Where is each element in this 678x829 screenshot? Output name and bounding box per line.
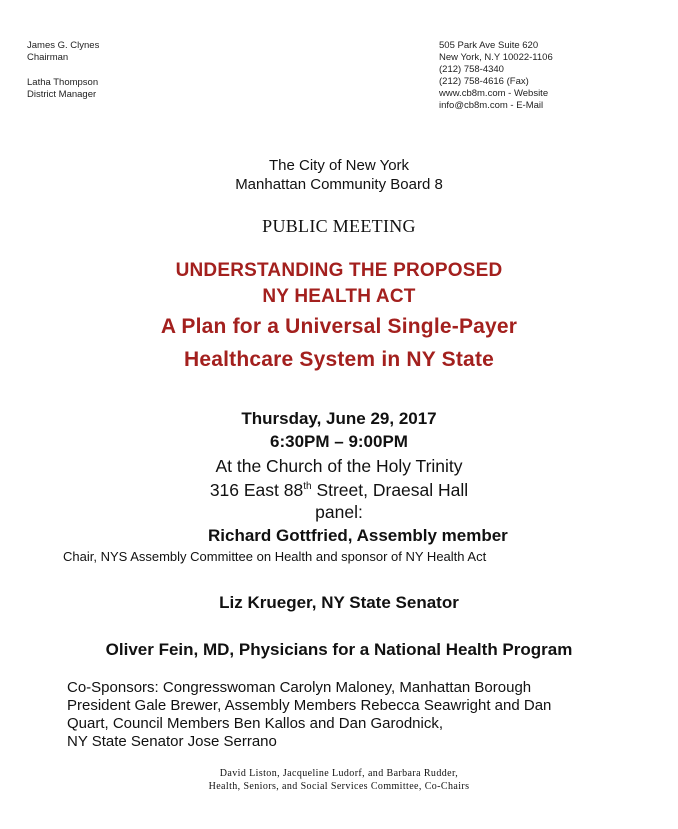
title-line-3: A Plan for a Universal Single-Payer [160, 315, 518, 338]
title-line-4: Healthcare System in NY State [183, 348, 495, 371]
venue: At the Church of the Holy Trinity [215, 456, 463, 476]
meeting-label: PUBLIC MEETING [262, 216, 416, 236]
address-ordinal: th [303, 481, 312, 493]
cosponsors [67, 679, 627, 751]
event-time: 6:30PM – 9:00PM [270, 432, 408, 451]
event-date: Thursday, June 29, 2017 [241, 409, 437, 428]
panelist-3 [0, 640, 678, 660]
committee-footer [0, 767, 678, 793]
title-line-2: NY HEALTH ACT [262, 286, 416, 307]
chair-name: James G. Clynes [27, 40, 100, 51]
panelist-1-note: Chair, NYS Assembly Committee on Health and sponsor of NY Health Act [63, 549, 487, 564]
org-line-2: Manhattan Community Board 8 [235, 176, 443, 193]
chair-title: Chairman [27, 52, 69, 63]
manager-title: District Manager [27, 89, 97, 100]
address-number: 316 East 88 [209, 480, 304, 500]
cosponsors-line-1: Co-Sponsors: Congresswoman Carolyn Maloney, Manhattan Borough [67, 679, 532, 696]
panelist-1 [208, 526, 508, 546]
letterhead-right [439, 40, 553, 112]
panelist-3-name: Oliver Fein, MD [105, 640, 230, 659]
website: www.cb8m.com - Website [439, 88, 549, 99]
panelist-1-role: , Assembly member [347, 526, 508, 545]
email: info@cb8m.com - E-Mail [439, 100, 544, 111]
cosponsors-line-4: NY State Senator Jose Serrano [67, 733, 277, 750]
address-line-2: New York, N.Y 10022-1106 [439, 52, 553, 63]
cosponsors-line-2: President Gale Brewer, Assembly Members Rebecca Seawright and Dan [67, 697, 552, 714]
phone: (212) 758-4340 [439, 64, 504, 75]
cosponsors-line-3: Quart, Council Members Ben Kallos and Dan Garodnick, [67, 715, 444, 732]
event-title [0, 258, 678, 376]
panel-label: panel: [315, 502, 363, 522]
address-rest: Street, Draesal Hall [311, 480, 469, 500]
panelist-3-role: , Physicians for a National Health Program [229, 640, 573, 659]
fax: (212) 758-4616 (Fax) [439, 76, 529, 87]
footer-line-1: David Liston, Jacqueline Ludorf, and Barbara Rudder, [219, 768, 459, 779]
panelist-2-role: , NY State Senator [311, 593, 459, 612]
venue-address [0, 480, 678, 500]
manager-name: Latha Thompson [27, 77, 99, 88]
organization [0, 156, 678, 194]
panelist-2-name: Liz Krueger [219, 593, 312, 612]
footer-line-2: Health, Seniors, and Social Services Committee, Co-Chairs [208, 781, 470, 792]
letterhead-left [27, 40, 99, 101]
panelist-2 [0, 593, 678, 613]
title-line-1: UNDERSTANDING THE PROPOSED [175, 260, 503, 281]
address-line-1: 505 Park Ave Suite 620 [439, 40, 539, 51]
panelist-1-name: Richard Gottfried [208, 526, 348, 545]
org-line-1: The City of New York [268, 157, 410, 174]
